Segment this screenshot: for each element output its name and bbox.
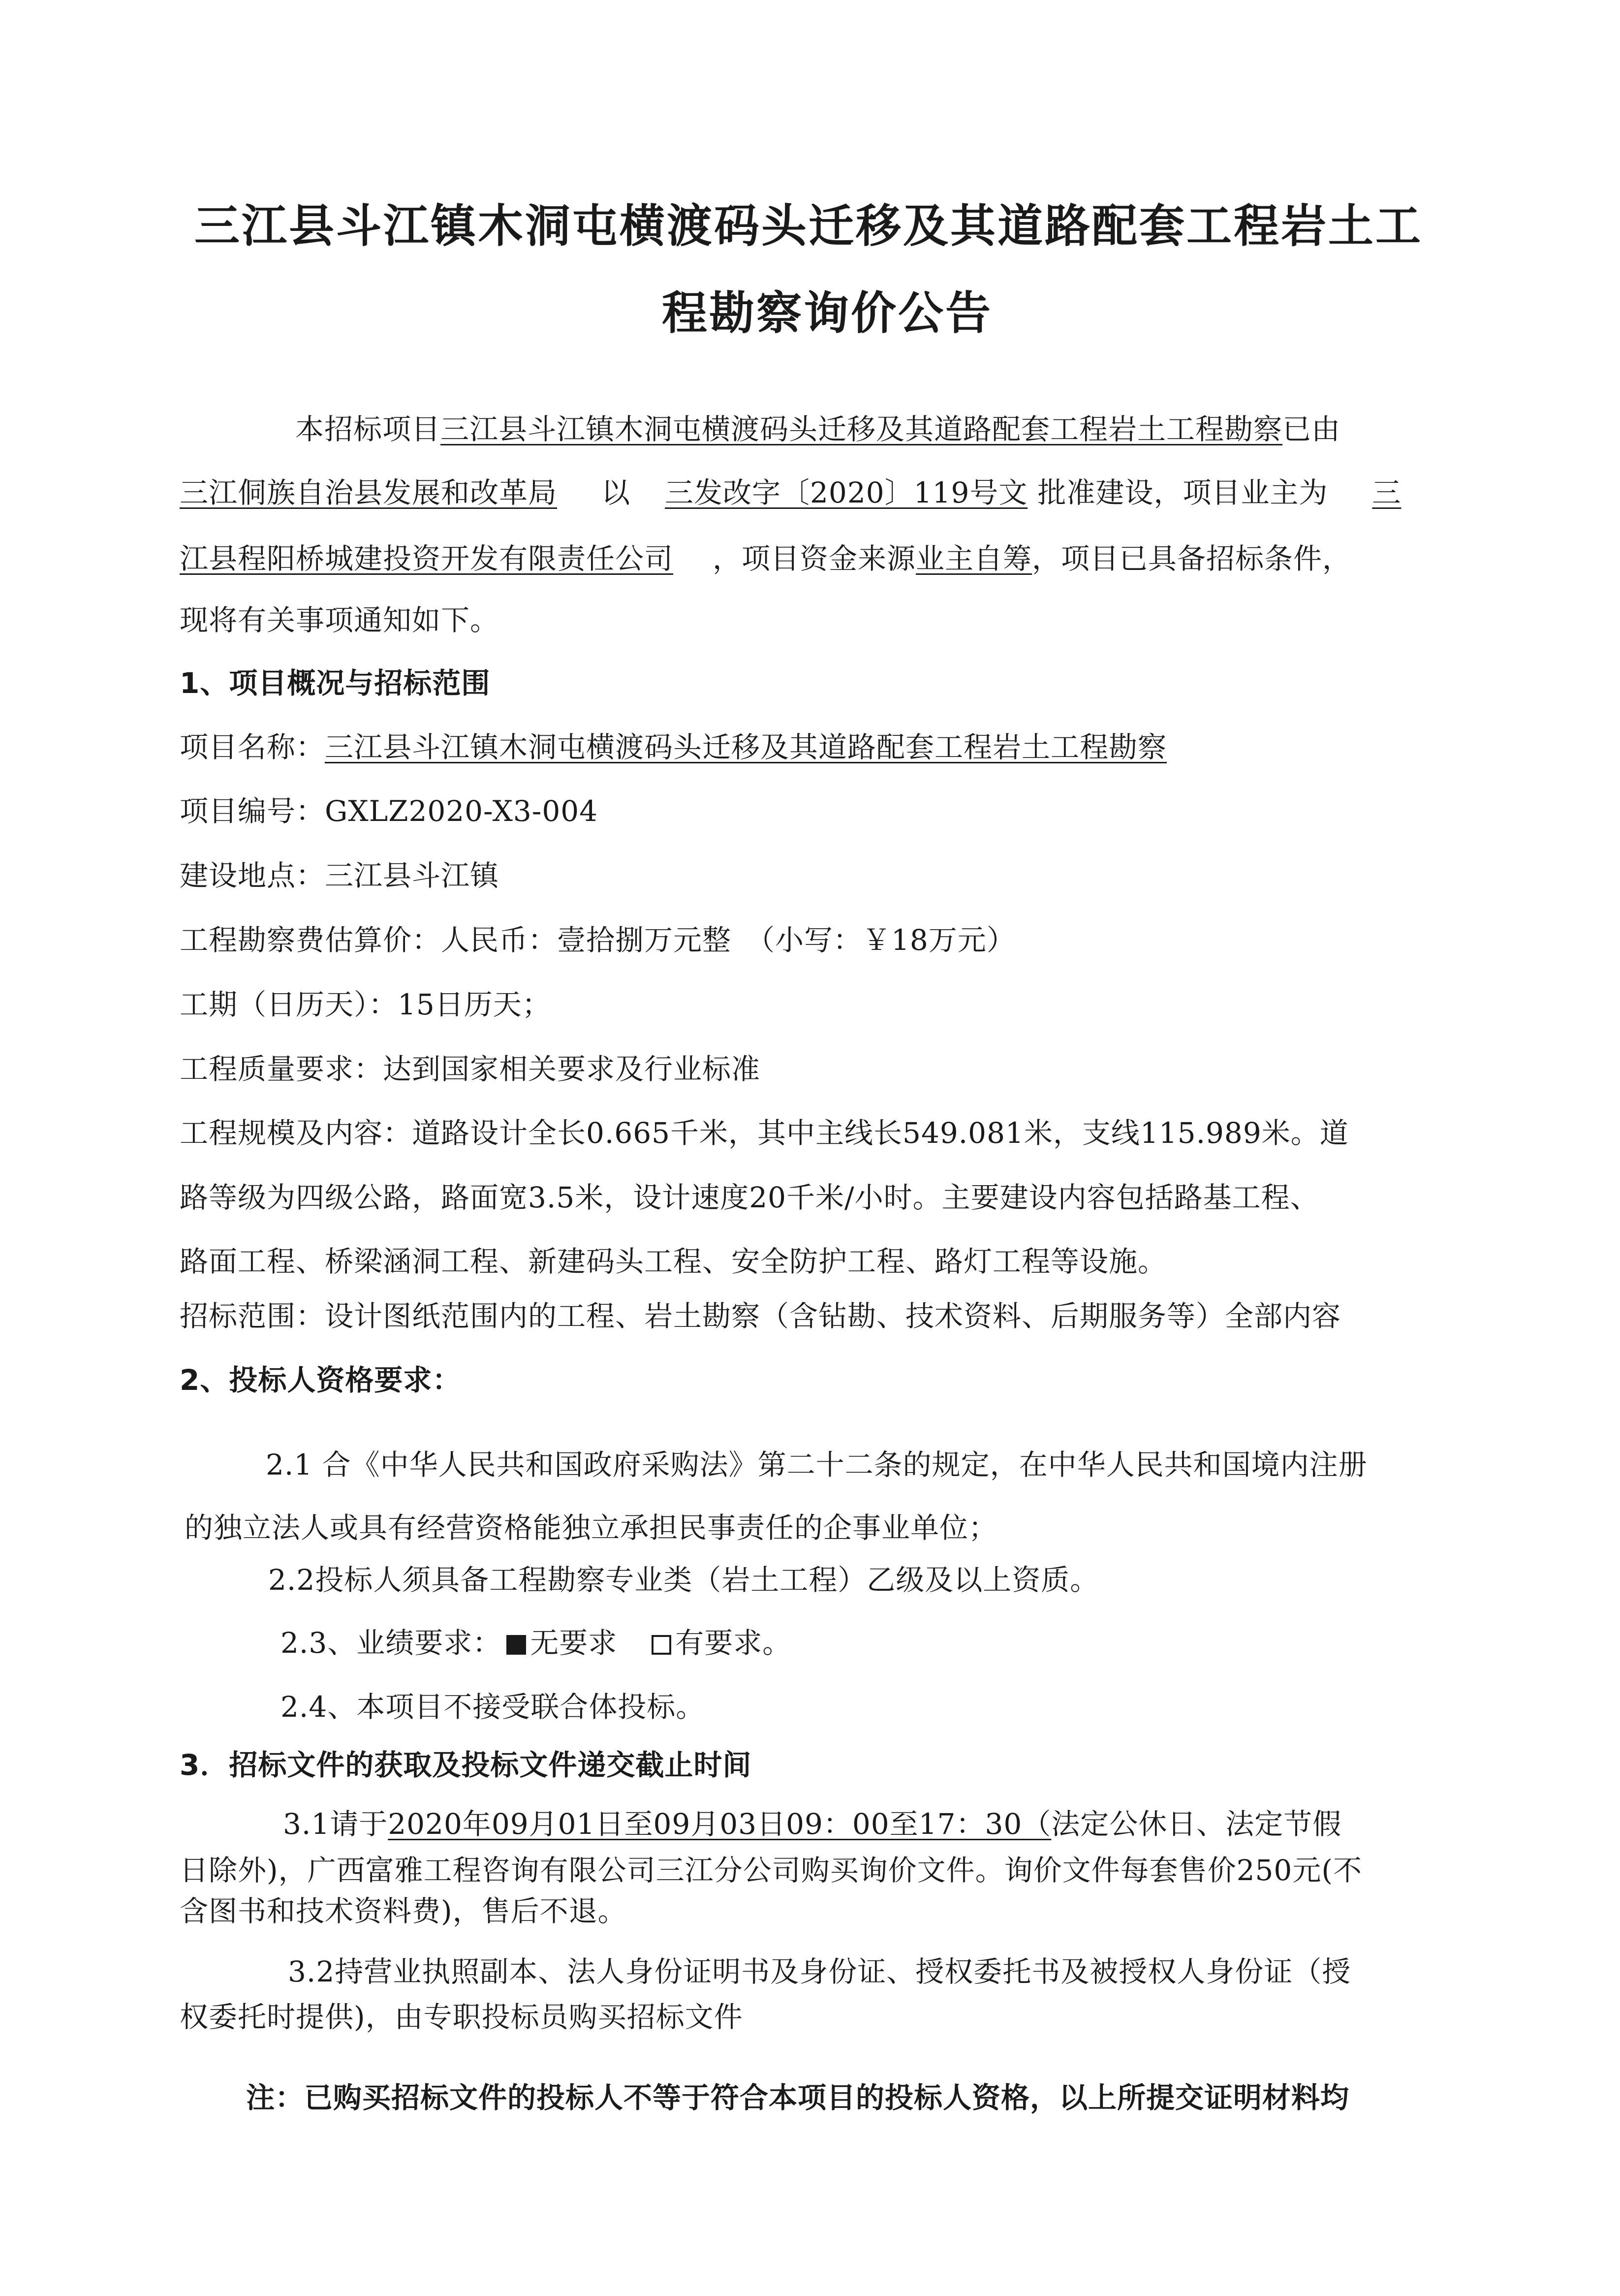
item-3-2-line-2: 权委托时提供)，由专职投标员购买招标文件	[180, 2000, 743, 2034]
intro-text: ，项目已具备招标条件，	[1032, 542, 1352, 575]
period-row: 工期（日历天）：15日历天；	[180, 988, 551, 1021]
intro-line-3	[180, 540, 1351, 577]
project-name-link-text: 三江县斗江镇木洞屯横渡码头迁移及其道路配套工程岩土工程勘察	[440, 412, 1283, 446]
option-no-requirement: 无要求	[530, 1626, 618, 1660]
item-3-1-line-3: 含图书和技术资料费)，售后不退。	[180, 1894, 627, 1928]
purchase-time: 2020年09月01日至09月03日09：00至17：30（	[388, 1807, 1052, 1841]
fund-source: 业主自筹	[916, 542, 1032, 575]
unchecked-box-icon	[652, 1635, 671, 1655]
approval-doc-number: 三发改字〔2020〕119号文	[665, 476, 1028, 509]
intro-text: 本招标项目	[295, 412, 441, 446]
requirement-2-1-line-2: 的独立法人或具有经营资格能独立承担民事责任的企事业单位；	[185, 1511, 998, 1544]
intro-text: ，项目资金来源	[713, 542, 916, 575]
scale-row-3: 路面工程、桥梁涵洞工程、新建码头工程、安全防护工程、路灯工程等设施。	[180, 1245, 1167, 1278]
owner-name-part-1: 三	[1372, 476, 1402, 509]
requirement-2-2: 2.2投标人须具备工程勘察专业类（岩土工程）乙级及以上资质。	[268, 1563, 1099, 1597]
intro-line-1	[295, 410, 1340, 448]
location-row: 建设地点：三江县斗江镇	[180, 859, 499, 892]
item-3-1-line-1	[283, 1805, 1341, 1843]
quality-row: 工程质量要求：达到国家相关要求及行业标准	[180, 1052, 761, 1086]
intro-text: 批准建设，项目业主为	[1037, 476, 1328, 509]
checked-box-icon	[506, 1635, 526, 1655]
requirement-2-3-label: 2.3、业绩要求：	[280, 1626, 502, 1660]
requirement-2-4: 2.4、本项目不接受联合体投标。	[280, 1690, 705, 1724]
section-1-heading: 1、项目概况与招标范围	[180, 666, 491, 700]
scope-row: 招标范围：设计图纸范围内的工程、岩土勘察（含钻勘、技术资料、后期服务等）全部内容	[180, 1299, 1341, 1333]
section-3-heading: 3．招标文件的获取及投标文件递交截止时间	[180, 1748, 752, 1782]
requirement-2-3	[280, 1624, 791, 1662]
requirement-2-1-line-1: 2.1 合《中华人民共和国政府采购法》第二十二条的规定，在中华人民共和国境内注册	[266, 1448, 1368, 1481]
owner-name-part-2: 江县程阳桥城建投资开发有限责任公司	[180, 542, 674, 575]
intro-text: 已由	[1282, 412, 1341, 446]
project-name-label: 项目名称：	[180, 730, 325, 764]
scale-row-1: 工程规模及内容：道路设计全长0.665千米，其中主线长549.081米，支线115.989米。道	[180, 1116, 1349, 1150]
section-2-heading: 2、投标人资格要求：	[180, 1363, 462, 1397]
item-3-1-text: 3.1请于	[283, 1807, 388, 1841]
intro-text: 以	[601, 476, 631, 509]
intro-line-2	[180, 474, 1401, 511]
item-3-1-line-2: 日除外)，广西富雅工程咨询有限公司三江分公司购买询价文件。询价文件每套售价250元(不	[180, 1854, 1362, 1887]
cost-row: 工程勘察费估算价：人民币：壹拾捌万元整 （小写：￥18万元）	[180, 923, 1016, 957]
project-code-row: 项目编号：GXLZ2020-X3-004	[180, 794, 598, 828]
intro-line-4: 现将有关事项通知如下。	[180, 603, 499, 637]
document-title-line-2: 程勘察询价公告	[662, 287, 993, 340]
project-name-row	[180, 728, 1167, 766]
option-has-requirement: 有要求。	[675, 1626, 792, 1660]
item-3-2-line-1: 3.2持营业执照副本、法人身份证明书及身份证、授权委托书及被授权人身份证（授	[288, 1955, 1351, 1988]
approver-name: 三江侗族自治县发展和改革局	[180, 476, 558, 509]
scale-row-2: 路等级为四级公路，路面宽3.5米，设计速度20千米/小时。主要建设内容包括路基工程、	[180, 1181, 1319, 1214]
project-name-value: 三江县斗江镇木洞屯横渡码头迁移及其道路配套工程岩土工程勘察	[325, 730, 1167, 764]
document-title-line-1: 三江县斗江镇木洞屯横渡码头迁移及其道路配套工程岩土工	[194, 200, 1423, 252]
item-3-1-text: 法定公休日、法定节假	[1051, 1807, 1342, 1841]
note-line: 注：已购买招标文件的投标人不等于符合本项目的投标人资格，以上所提交证明材料均	[246, 2081, 1350, 2114]
